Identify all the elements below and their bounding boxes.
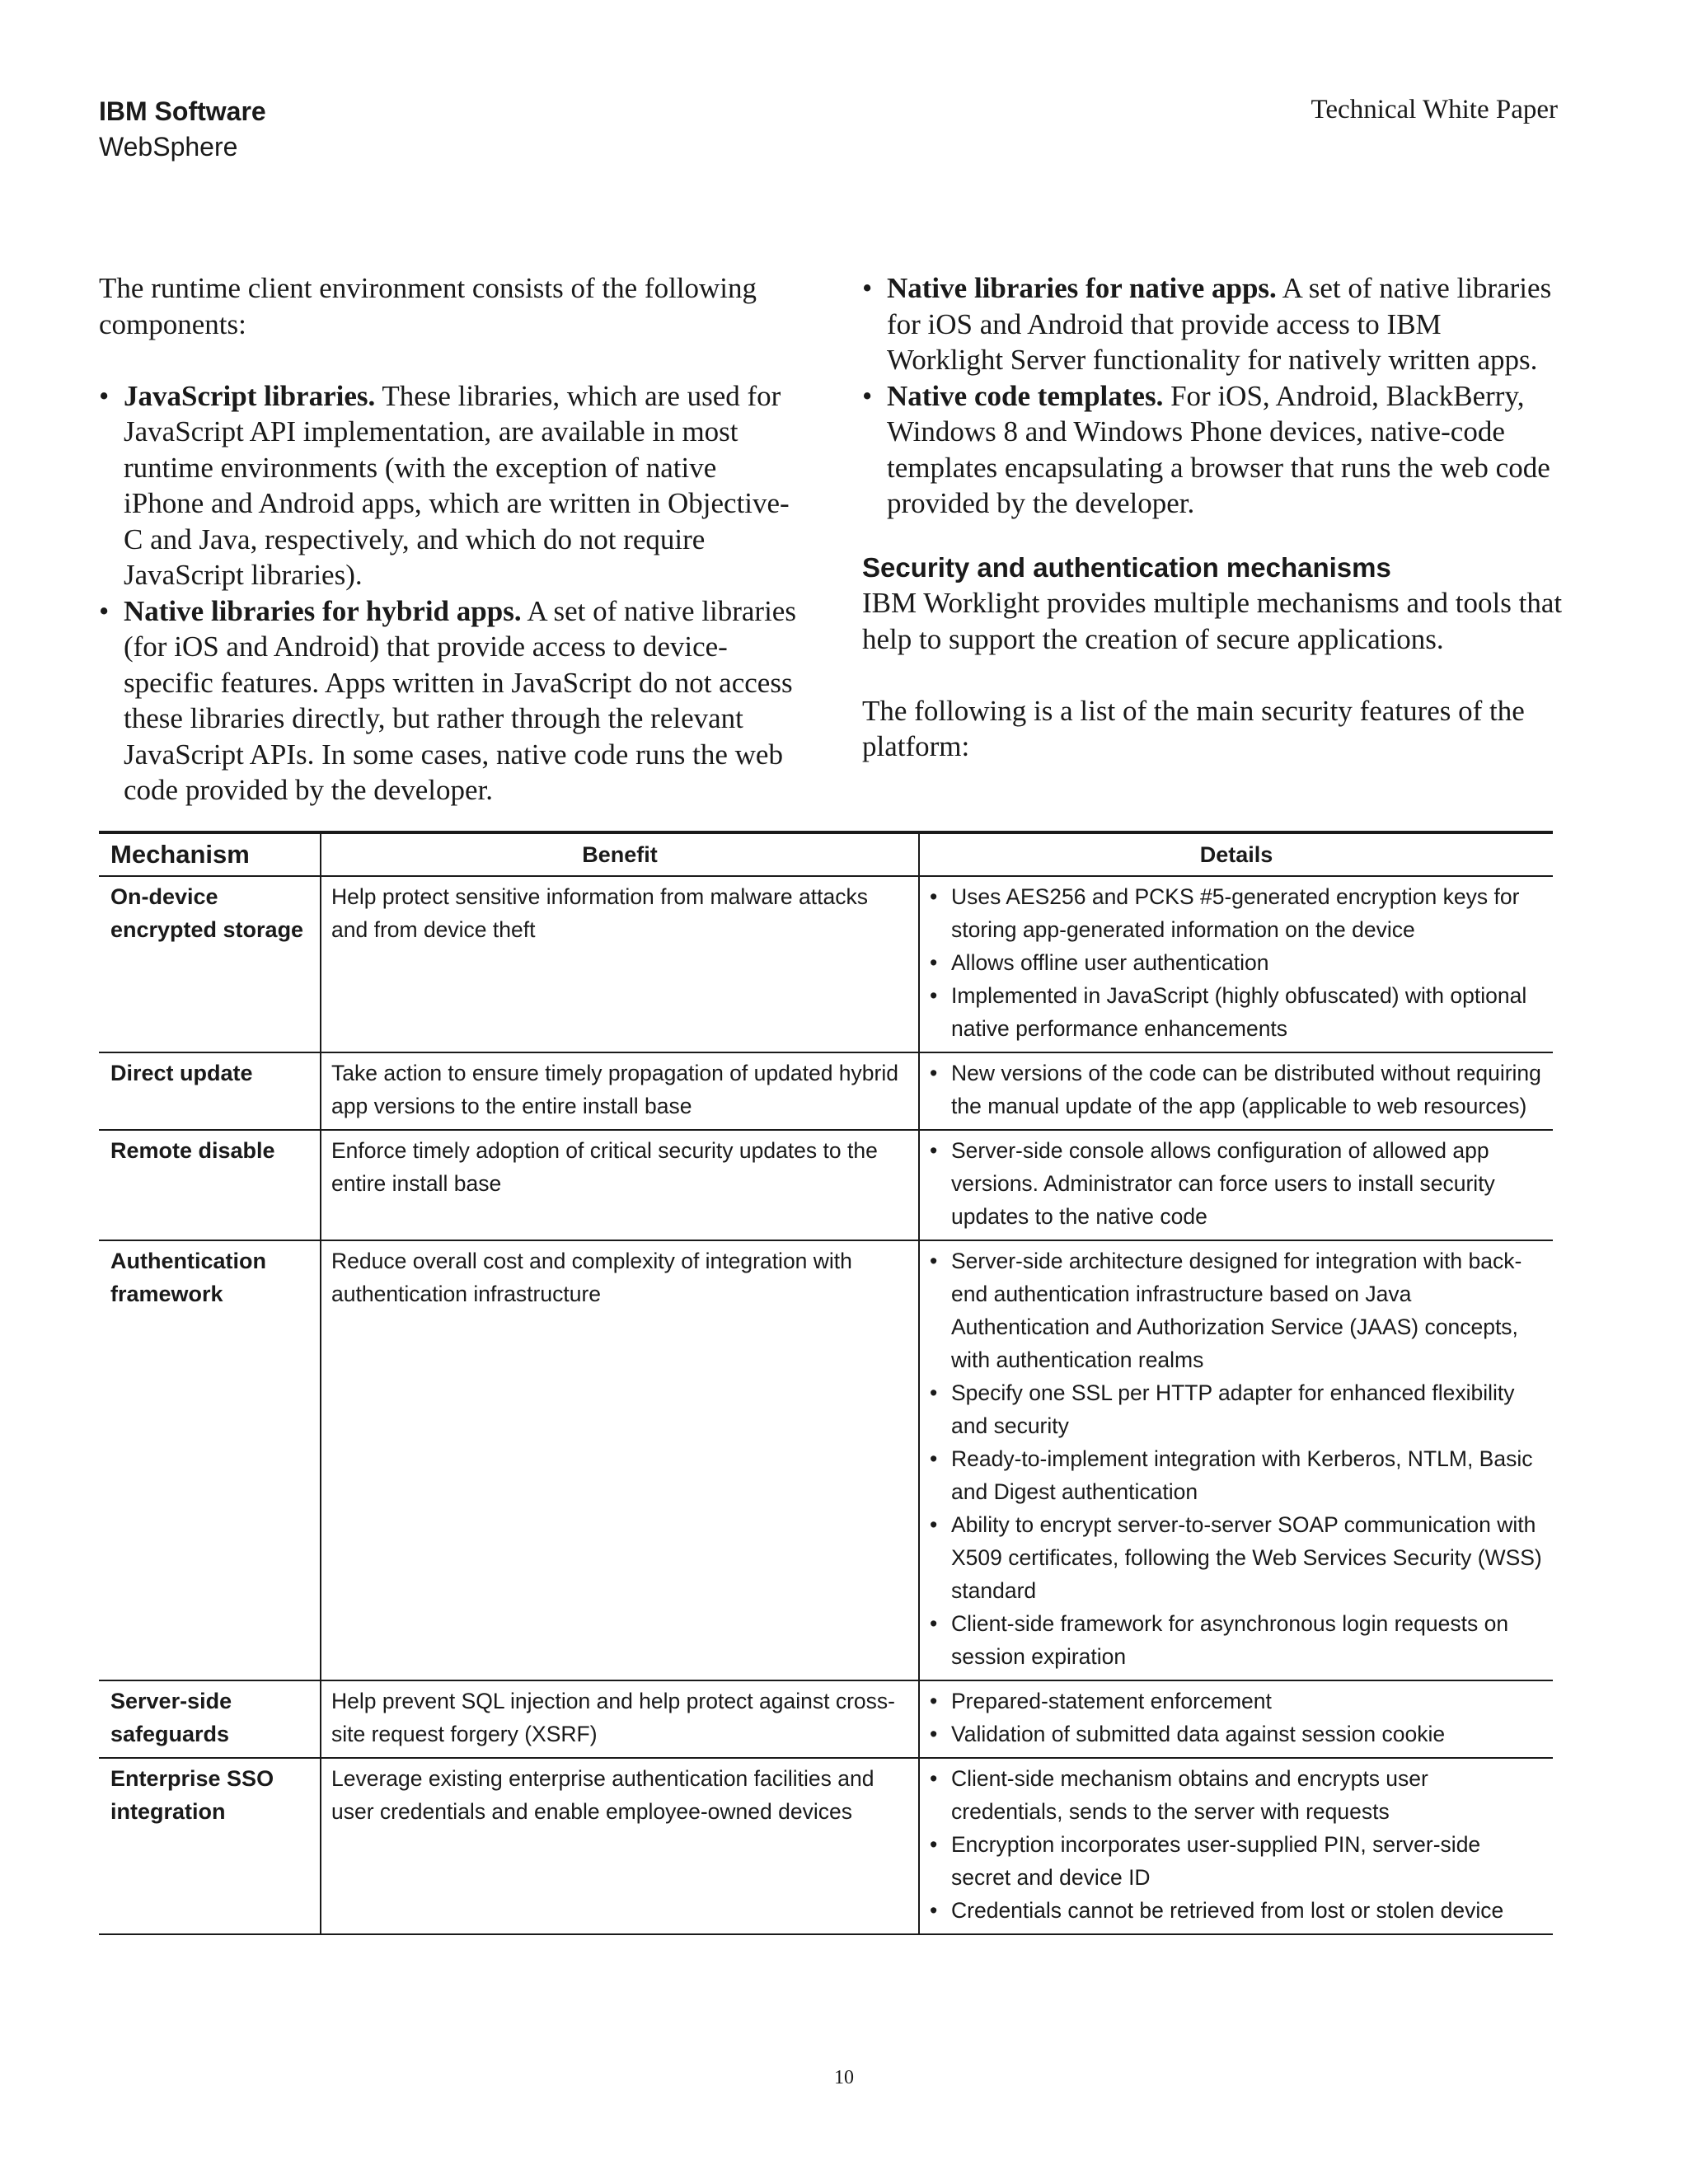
mechanism-cell: On-device encrypted storage — [99, 876, 321, 1052]
list-item: • Client-side mechanism obtains and encrypts user credentials, sends to the server with requests — [930, 1762, 1543, 1828]
details-cell — [919, 1758, 1553, 1934]
list-item: • Uses AES256 and PCKS #5-generated encryption keys for storing app-generated information on the device — [930, 880, 1543, 946]
details-cell — [919, 1052, 1553, 1130]
header-mechanism: Mechanism — [99, 832, 321, 876]
component-list-right — [862, 270, 1563, 522]
mechanism-cell: Enterprise SSO integration — [99, 1758, 321, 1934]
list-item: • Validation of submitted data against session cookie — [930, 1718, 1543, 1750]
table-row — [99, 876, 1553, 1052]
right-column — [862, 270, 1563, 765]
list-item: • Implemented in JavaScript (highly obfuscated) with optional native performance enhancements — [930, 979, 1543, 1045]
details-list — [930, 1762, 1543, 1927]
list-item-text: For iOS, Android, BlackBerry, Windows 8 and Windows Phone devices, native-code templates encapsulating a browser that runs the web code provided by the developer. — [887, 379, 1550, 519]
section-paragraph: IBM Worklight provides multiple mechanisms and tools that help to support the creation of secure applications. — [862, 587, 1563, 655]
list-item: • Client-side framework for asynchronous login requests on session expiration — [930, 1607, 1543, 1673]
list-item — [862, 378, 1563, 522]
component-list-left — [99, 378, 799, 808]
details-cell — [919, 1130, 1553, 1240]
benefit-cell: Take action to ensure timely propagation of updated hybrid app versions to the entire install base — [321, 1052, 919, 1130]
list-item: • Allows offline user authentication — [930, 946, 1543, 979]
list-item: • New versions of the code can be distributed without requiring the manual update of the app (applicable to web resources) — [930, 1057, 1543, 1122]
list-item: • Credentials cannot be retrieved from lost or stolen device — [930, 1894, 1543, 1927]
table-row — [99, 1680, 1553, 1758]
mechanism-cell: Authentication framework — [99, 1240, 321, 1680]
details-list — [930, 1057, 1543, 1122]
details-list — [930, 1244, 1543, 1673]
brand-websphere: WebSphere — [99, 132, 238, 162]
list-item — [99, 593, 799, 808]
section-paragraph: The following is a list of the main security features of the platform: — [862, 694, 1525, 762]
table-header-row — [99, 832, 1553, 876]
list-item-text: These libraries, which are used for JavaScript API implementation, are available in most runtime environments (with the exception of native iPhone and Android apps, which are written in Objective-C and Java, respectively, and which do not require JavaScript libraries). — [124, 379, 790, 591]
details-list — [930, 1134, 1543, 1233]
list-item: • Server-side console allows configuration of allowed app versions. Administrator can force users to install security updates to the native code — [930, 1134, 1543, 1233]
section-heading: Security and authentication mechanisms — [862, 551, 1391, 583]
list-item: • Ready-to-implement integration with Kerberos, NTLM, Basic and Digest authentication — [930, 1442, 1543, 1508]
table-row — [99, 1052, 1553, 1130]
list-item: • Server-side architecture designed for integration with back-end authentication infrastructure based on Java Authentication and Authorization Service (JAAS) concepts, with authentication realms — [930, 1244, 1543, 1376]
details-cell — [919, 1680, 1553, 1758]
table-row — [99, 1758, 1553, 1934]
intro-paragraph: The runtime client environment consists of the following components: — [99, 272, 757, 340]
list-item-title: Native libraries for native apps. — [887, 272, 1277, 304]
table-row — [99, 1130, 1553, 1240]
list-item: • Prepared-statement enforcement — [930, 1685, 1543, 1718]
header-details: Details — [919, 832, 1553, 876]
list-item-text: A set of native libraries (for iOS and Android) that provide access to device-specific features. Apps written in JavaScript do not access these libraries directly, but rather through the relevant JavaScript APIs. In some cases, native code runs the web code provided by the developer. — [124, 594, 796, 806]
brand-block — [99, 94, 266, 165]
list-item — [862, 270, 1563, 378]
list-item-title: JavaScript libraries. — [124, 379, 376, 412]
header-benefit: Benefit — [321, 832, 919, 876]
list-item: • Encryption incorporates user-supplied PIN, server-side secret and device ID — [930, 1828, 1543, 1894]
mechanism-cell: Remote disable — [99, 1130, 321, 1240]
mechanism-cell: Server-side safeguards — [99, 1680, 321, 1758]
benefit-cell: Help protect sensitive information from malware attacks and from device theft — [321, 876, 919, 1052]
list-item-title: Native code templates. — [887, 379, 1164, 412]
brand-ibm-software: IBM Software — [99, 96, 266, 126]
page-number: 10 — [834, 2067, 854, 2088]
list-item-title: Native libraries for hybrid apps. — [124, 594, 522, 627]
list-item: • Specify one SSL per HTTP adapter for enhanced flexibility and security — [930, 1376, 1543, 1442]
benefit-cell: Leverage existing enterprise authentication facilities and user credentials and enable employee-owned devices — [321, 1758, 919, 1934]
benefit-cell: Enforce timely adoption of critical security updates to the entire install base — [321, 1130, 919, 1240]
document-type: Technical White Paper — [1311, 95, 1558, 124]
benefit-cell: Help prevent SQL injection and help protect against cross-site request forgery (XSRF) — [321, 1680, 919, 1758]
mechanism-cell: Direct update — [99, 1052, 321, 1130]
left-column — [99, 270, 799, 808]
benefit-cell: Reduce overall cost and complexity of integration with authentication infrastructure — [321, 1240, 919, 1680]
details-cell — [919, 1240, 1553, 1680]
security-features-table — [99, 831, 1553, 1935]
details-list — [930, 1685, 1543, 1750]
list-item — [99, 378, 799, 593]
list-item-text: A set of native libraries for iOS and Android that provide access to IBM Worklight Server functionality for natively written apps. — [887, 272, 1552, 376]
details-list — [930, 880, 1543, 1045]
list-item: • Ability to encrypt server-to-server SOAP communication with X509 certificates, following the Web Services Security (WSS) standard — [930, 1508, 1543, 1607]
details-cell — [919, 876, 1553, 1052]
table-row — [99, 1240, 1553, 1680]
